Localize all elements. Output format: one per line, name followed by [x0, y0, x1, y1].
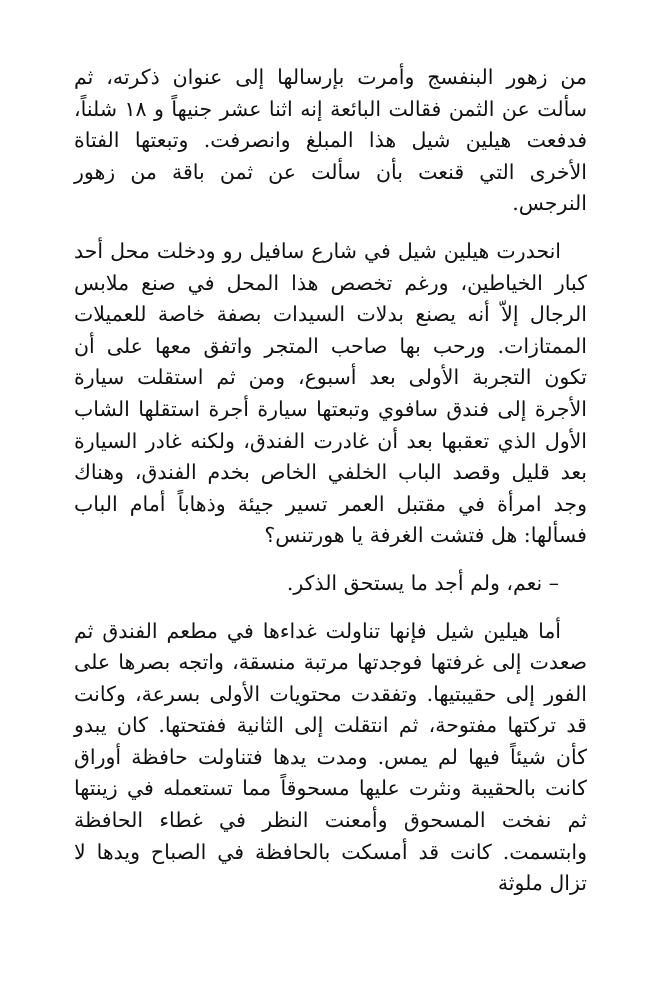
book-page: [74, 62, 587, 900]
paragraph-continued: من زهور البنفسج وأمرت بإرسالها إلى عنوان ذكرته، ثم سألت عن الثمن فقالت البائعة إنه اثنا عشر جنيهاً و ١٨ شلناً، فدفعت هيلين شيل هذا المبلغ وانصرفت. وتبعتها الفتاة الأخرى التي قنعت بأن سألت عن ثمن باقة من زهور النرجس.: [74, 65, 587, 216]
paragraph-hotel-room: أما هيلين شيل فإنها تناولت غداءها في مطعم الفندق ثم صعدت إلى غرفتها فوجدتها مرتبة منسقة، واتجه بصرها على الفور إلى حقيبتيها. وتفقدت محتويات الأولى بسرعة، وكانت قد تركتها مفتوحة، ثم انتقلت إلى الثانية ففتحتها. كان يبدو كأن شيئاً فيها لم يمس. ومدت يدها فتناولت حافظة أوراق كانت بالحقيبة ونثرت عليها مسحوقاً مما تستعمله في زينتها ثم نفخت المسحوق وأمعنت النظر في غطاء الحافظة وابتسمت. كانت قد أمسكت بالحافظة في الصباح ويدها لا تزال ملوثة: [74, 618, 587, 896]
paragraph-savile-row: انحدرت هيلين شيل في شارع سافيل رو ودخلت محل أحد كبار الخياطين، ورغم تخصص هذا المحل في صنع ملابس الرجال إلاّ أنه يصنع بدلات السيدات بصفة خاصة للعميلات الممتازات. ورحب بها صاحب المتجر واتفق معها على أن تكون التجربة الأولى بعد أسبوع، ومن ثم استقلت سيارة الأجرة إلى فندق سافوي وتبعتها سيارة أجرة استقلها الشاب الأول الذي تعقبها بعد أن غادرت الفندق، ولكنه غادر السيارة بعد قليل وقصد الباب الخلفي الخاص بخدم الفندق، وهناك وجد امرأة في مقتبل العمر تسير جيئة وذهاباً أمام الباب فسألها: هل فتشت الغرفة يا هورتنس؟: [74, 238, 587, 548]
dialogue-line: – نعم، ولم أجد ما يستحق الذكر.: [286, 570, 559, 595]
